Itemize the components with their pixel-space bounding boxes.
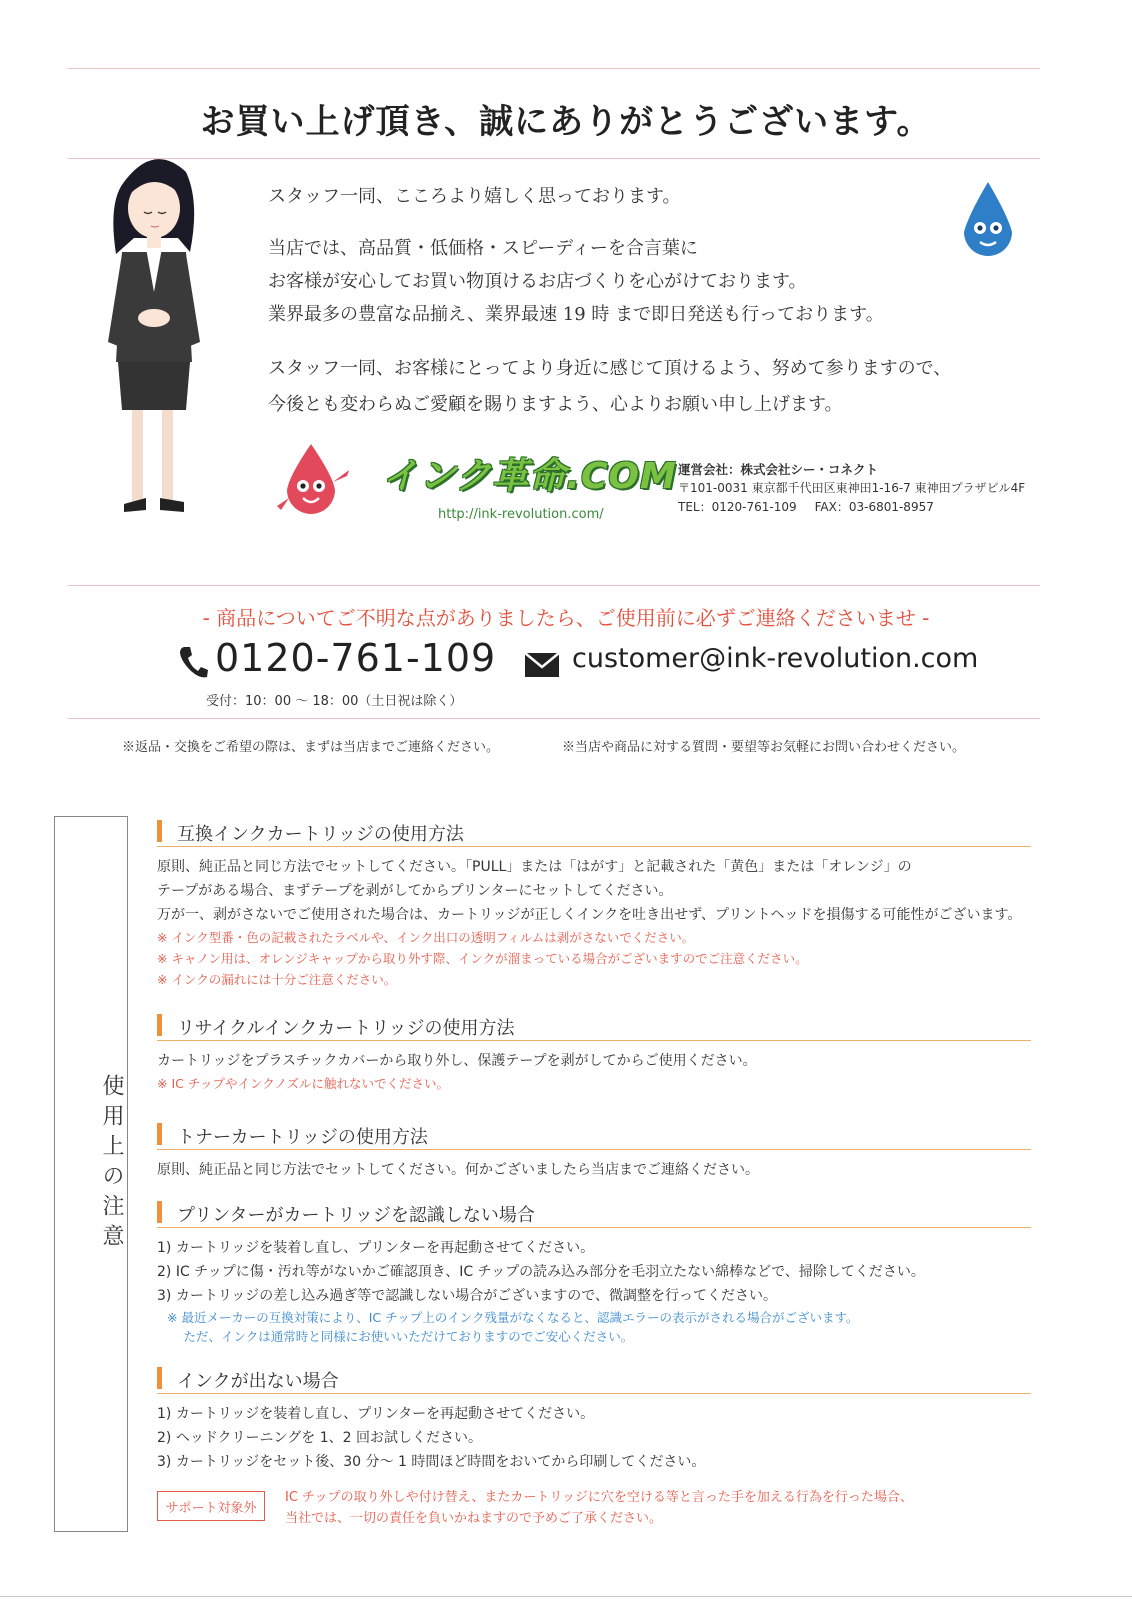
body-line: カートリッジをプラスチックカバーから取り外し、保護テープを剥がしてからご使用ください。 bbox=[157, 1053, 757, 1069]
body-line: 1) カートリッジを装着し直し、プリンターを再起動させてください。 bbox=[157, 1240, 595, 1256]
body-line: 1) カートリッジを装着し直し、プリンターを再起動させてください。 bbox=[157, 1406, 595, 1422]
body-line: 原則、純正品と同じ方法でセットしてください。何かございましたら当店までご連絡ください。 bbox=[157, 1162, 759, 1178]
phone-icon bbox=[178, 645, 208, 679]
section-accent-bar bbox=[157, 1123, 162, 1145]
section-accent-bar bbox=[157, 1014, 162, 1036]
section-header bbox=[157, 1367, 1031, 1394]
section-accent-bar bbox=[157, 1367, 162, 1389]
info-note: ※ 最近メーカーの互換対策により、IC チップ上のインク残量がなくなると、認識エラーの表示がされる場合がございます。 bbox=[167, 1310, 859, 1325]
info-note: ただ、インクは通常時と同様にお使いいただけておりますのでご安心ください。 bbox=[167, 1329, 634, 1344]
section-header bbox=[157, 1014, 1031, 1041]
page-title: お買い上げ頂き、誠にありがとうございます。 bbox=[200, 102, 932, 142]
support-disclaimer bbox=[285, 1487, 913, 1529]
inquiry-note: ※当店や商品に対する質問・要望等お気軽にお問い合わせください。 bbox=[562, 740, 966, 755]
section-recycle-ink bbox=[157, 1014, 1031, 1094]
intro-line-1: スタッフ一同、こころより嬉しく思っております。 bbox=[268, 186, 681, 207]
intro-line-2: 当店では、高品質・低価格・スピーディーを合言葉に bbox=[268, 238, 698, 259]
bottom-edge bbox=[0, 1596, 1132, 1597]
email-address[interactable]: customer@ink-revolution.com bbox=[572, 643, 979, 674]
caution-note: ※ IC チップやインクノズルに触れないでください。 bbox=[157, 1076, 449, 1091]
section-accent-bar bbox=[157, 820, 162, 842]
contact-top-divider bbox=[68, 585, 1040, 586]
business-hours: 受付：10：00 〜 18：00（土日祝は除く） bbox=[206, 694, 463, 709]
staff-character-illustration bbox=[94, 142, 214, 522]
company-tel: TEL：0120-761-109 bbox=[678, 500, 797, 514]
disclaimer-line: 当社では、一切の責任を負いかねますので予めご了承ください。 bbox=[285, 1511, 663, 1526]
section-header bbox=[157, 1123, 1031, 1150]
section-header bbox=[157, 820, 1031, 847]
website-link[interactable]: http://ink-revolution.com/ bbox=[438, 507, 604, 522]
body-line: 3) カートリッジをセット後、30 分〜 1 時間ほど時間をおいてから印刷してください。 bbox=[157, 1454, 706, 1470]
company-fax: FAX：03-6801-8957 bbox=[814, 500, 934, 514]
section-no-ink bbox=[157, 1367, 1031, 1474]
company-address: 〒101-0031 東京都千代田区東神田1-16-7 東神田プラザビル4F bbox=[678, 481, 1026, 495]
caution-note: ※ インクの漏れには十分ご注意ください。 bbox=[157, 972, 397, 987]
body-line: 万が一、剥がさないでご使用された場合は、カートリッジが正しくインクを吐き出せず、プリントヘッドを損傷する可能性がございます。 bbox=[157, 907, 1022, 923]
usage-notes-sidebar bbox=[54, 816, 128, 1532]
body-line: テープがある場合、まずテープを剥がしてからプリンターにセットしてください。 bbox=[157, 883, 673, 899]
caution-note: ※ キャノン用は、オレンジキャップから取り外す際、インクが溜まっている場合がございますのでご注意ください。 bbox=[157, 951, 808, 966]
section-accent-bar bbox=[157, 1201, 162, 1223]
section-compatible-ink bbox=[157, 820, 1031, 990]
intro-line-3: お客様が安心してお買い物頂けるお店づくりを心がけております。 bbox=[268, 271, 807, 292]
intro-line-5: スタッフ一同、お客様にとってより身近に感じて頂けるよう、努めて参りますので、 bbox=[268, 358, 952, 379]
section-header bbox=[157, 1201, 1031, 1228]
intro-line-6: 今後とも変わらぬご愛顧を賜りますよう、心よりお願い申し上げます。 bbox=[268, 394, 843, 415]
section-title: プリンターがカートリッジを認識しない場合 bbox=[177, 1205, 535, 1226]
red-drop-mascot-icon bbox=[275, 440, 355, 520]
body-line: 原則、純正品と同じ方法でセットしてください。「PULL」または「はがす」と記載された「黄色」または「オレンジ」の bbox=[157, 859, 912, 875]
contact-bottom-divider bbox=[68, 718, 1040, 719]
section-title: 互換インクカートリッジの使用方法 bbox=[177, 824, 464, 845]
disclaimer-line: IC チップの取り外しや付け替え、またカートリッジに穴を空ける等と言った手を加える行為を行った場合、 bbox=[285, 1490, 913, 1505]
body-line: 2) IC チップに傷・汚れ等がないかご確認頂き、IC チップの読み込み部分を毛羽立たない綿棒などで、掃除してください。 bbox=[157, 1264, 925, 1280]
intro-line-4: 業界最多の豊富な品揃え、業界最速 19 時 まで即日発送も行っております。 bbox=[268, 304, 884, 325]
contact-notice: - 商品についてご不明な点がありましたら、ご使用前に必ずご連絡くださいませ - bbox=[202, 606, 930, 630]
section-toner bbox=[157, 1123, 1031, 1182]
body-line: 2) ヘッドクリーニングを 1、2 回お試しください。 bbox=[157, 1430, 482, 1446]
blue-drop-mascot-icon bbox=[958, 180, 1018, 262]
company-name: 運営会社：株式会社シー・コネクト bbox=[678, 462, 879, 477]
body-line: 3) カートリッジの差し込み過ぎ等で認識しない場合がございますので、微調整を行ってください。 bbox=[157, 1288, 777, 1304]
unsupported-badge: サポート対象外 bbox=[157, 1491, 265, 1521]
sidebar-label: 使用上の注意 bbox=[99, 1074, 124, 1254]
section-title: リサイクルインクカートリッジの使用方法 bbox=[177, 1018, 515, 1039]
phone-number[interactable]: 0120-761-109 bbox=[215, 636, 497, 680]
return-note: ※返品・交換をご希望の際は、まずは当店までご連絡ください。 bbox=[122, 740, 500, 755]
top-divider bbox=[68, 68, 1040, 69]
company-info bbox=[678, 460, 1025, 517]
caution-note: ※ インク型番・色の記載されたラベルや、インク出口の透明フィルムは剥がさないでください。 bbox=[157, 930, 695, 945]
section-not-recognized bbox=[157, 1201, 1031, 1346]
section-title: トナーカートリッジの使用方法 bbox=[177, 1127, 428, 1148]
section-title: インクが出ない場合 bbox=[177, 1371, 339, 1392]
mail-icon bbox=[524, 652, 560, 678]
ink-revolution-logo: インク革命.COM bbox=[382, 456, 677, 497]
